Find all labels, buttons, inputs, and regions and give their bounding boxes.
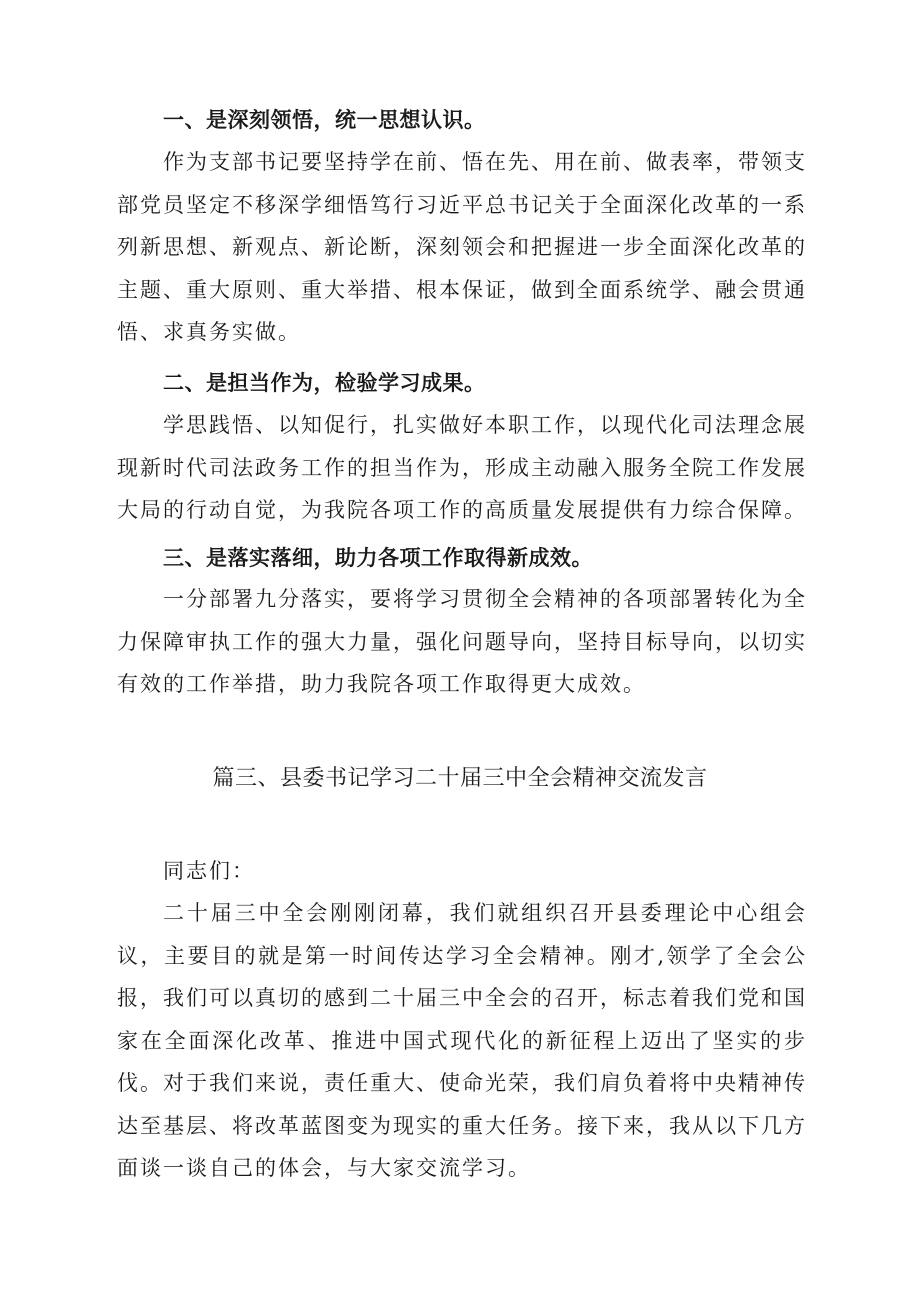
article-salutation: 同志们：: [163, 859, 255, 883]
article-title: 篇三、县委书记学习二十届三中全会精神交流发言: [212, 766, 708, 791]
section-body-1: 作为支部书记要坚持学在前、悟在先、用在前、做表率，带领支部党员坚定不移深学细悟笃行习近平总书记关于全面深化改革的一系列新思想、新观点、新论断，深刻领会和把握进一步全面深化改革的主题、重大原则、重大举措、根本保证，做到全面系统学、融会贯通悟、求真务实做。: [117, 150, 807, 344]
article-body: 二十届三中全会刚刚闭幕，我们就组织召开县委理论中心组会议，主要目的就是第一时间传达学习全会精神。刚才,领学了全会公报，我们可以真切的感到二十届三中全会的召开，标志着我们党和国家在全面深化改革、推进中国式现代化的新征程上迈出了坚实的步伐。对于我们来说，责任重大、使命光荣，我们肩负着将中央精神传达至基层、将改革蓝图变为现实的重大任务。接下来，我从以下几方面谈一谈自己的体会，与大家交流学习。: [117, 901, 807, 1180]
section-heading-1: 一、是深刻领悟，统一思想认识。: [163, 108, 486, 132]
section-body-3: 一分部署九分落实，要将学习贯彻全会精神的各项部署转化为全力保障审执工作的强大力量，强化问题导向，坚持目标导向，以切实有效的工作举措，助力我院各项工作取得更大成效。: [117, 587, 807, 696]
section-heading-2: 二、是担当作为，检验学习成果。: [163, 371, 486, 395]
section-body-2: 学思践悟、以知促行，扎实做好本职工作，以现代化司法理念展现新时代司法政务工作的担当作为，形成主动融入服务全院工作发展大局的行动自觉，为我院各项工作的高质量发展提供有力综合保障。: [117, 413, 807, 522]
section-heading-3: 三、是落实落细，助力各项工作取得新成效。: [163, 546, 593, 570]
